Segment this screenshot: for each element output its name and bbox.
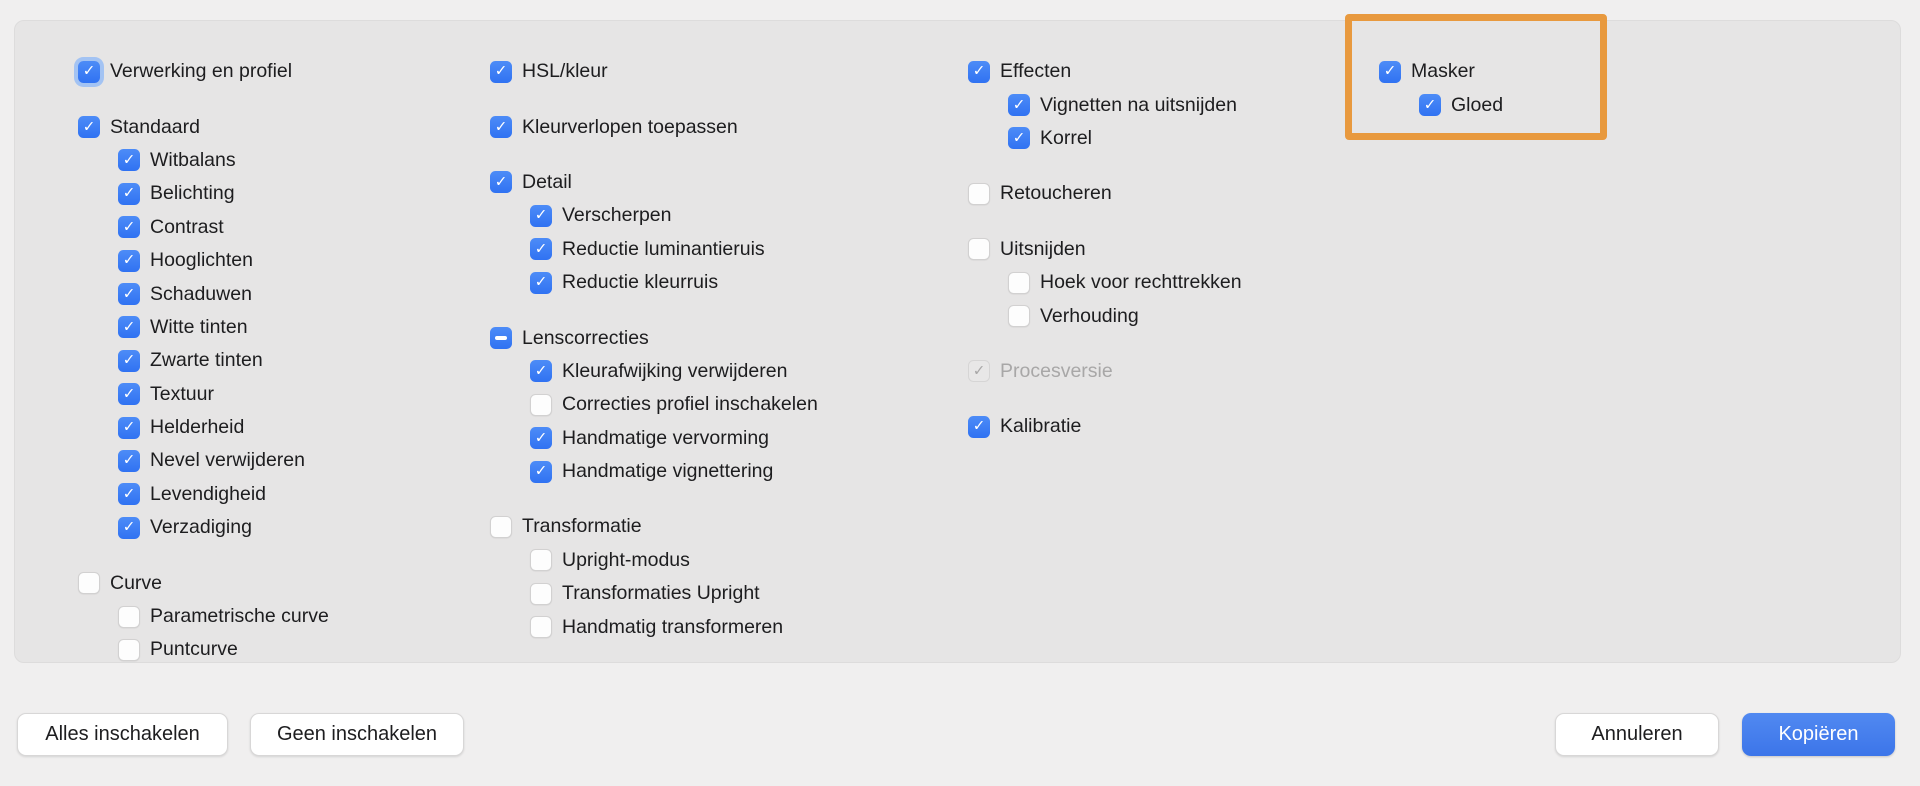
checkbox-label: Helderheid — [150, 416, 245, 439]
procesversie-checkbox — [968, 360, 990, 382]
checkbox-label: Lenscorrecties — [522, 326, 649, 349]
checkbox-row-uitsnijden[interactable] — [968, 233, 1242, 266]
check-icon: ✓ — [122, 217, 136, 236]
checkbox-label: Upright-modus — [562, 548, 690, 571]
column-color-detail — [490, 55, 818, 644]
checkbox-group — [78, 110, 329, 544]
enable-none-button[interactable]: Geen inschakelen — [250, 713, 464, 756]
checkbox-row-verhouding[interactable] — [968, 299, 1242, 332]
check-icon: ✓ — [122, 183, 136, 202]
checkbox-row-lenscorrecties[interactable] — [490, 321, 818, 354]
witbalans-checkbox[interactable] — [118, 149, 140, 171]
uitsnijden-checkbox[interactable] — [968, 238, 990, 260]
checkbox-group — [968, 177, 1242, 210]
checkbox-label: Reductie kleurruis — [562, 271, 719, 294]
checkbox-row-effecten[interactable] — [968, 55, 1242, 88]
checkbox-row-upright-modus[interactable] — [490, 544, 818, 577]
hoek-voor-rechttrekken-checkbox[interactable] — [1008, 272, 1030, 294]
checkbox-label: Reductie luminantieruis — [562, 237, 765, 260]
detail-checkbox[interactable] — [490, 171, 512, 193]
check-icon: ✓ — [122, 517, 136, 536]
puntcurve-checkbox[interactable] — [118, 639, 140, 661]
transformatie-checkbox[interactable] — [490, 516, 512, 538]
checkbox-row-hooglichten[interactable] — [78, 244, 329, 277]
checkbox-row-verwerking-en-profiel[interactable] — [78, 55, 329, 88]
checkbox-row-witbalans[interactable] — [78, 144, 329, 177]
checkbox-group — [490, 110, 818, 143]
hooglichten-checkbox[interactable] — [118, 250, 140, 272]
retoucheren-checkbox[interactable] — [968, 183, 990, 205]
check-icon: ✓ — [122, 450, 136, 469]
checkbox-label: Kalibratie — [1000, 415, 1082, 438]
checkbox-label: Handmatige vignettering — [562, 460, 774, 483]
checkbox-label: Gloed — [1451, 93, 1504, 116]
checkbox-row-puntcurve[interactable] — [78, 633, 329, 666]
textuur-checkbox[interactable] — [118, 383, 140, 405]
checkbox-row-kleurverlopen-toepassen[interactable] — [490, 110, 818, 143]
check-icon: ✓ — [534, 361, 548, 380]
check-icon: ✓ — [534, 239, 548, 258]
verwerking-en-profiel-checkbox[interactable] — [78, 61, 100, 83]
upright-modus-checkbox[interactable] — [530, 549, 552, 571]
parametrische-curve-checkbox[interactable] — [118, 606, 140, 628]
check-icon: ✓ — [494, 172, 508, 191]
checkbox-row-reductie-luminantieruis[interactable] — [490, 233, 818, 266]
checkbox-row-transformatie[interactable] — [490, 510, 818, 543]
checkbox-row-witte-tinten[interactable] — [78, 311, 329, 344]
copy-button[interactable]: Kopiëren — [1742, 713, 1895, 756]
checkbox-label: Kleurafwijking verwijderen — [562, 359, 788, 382]
checkbox-label: Witte tinten — [150, 315, 248, 338]
checkbox-label: Hooglichten — [150, 249, 253, 272]
checkbox-row-parametrische-curve[interactable] — [78, 600, 329, 633]
checkbox-row-belichting[interactable] — [78, 177, 329, 210]
checkbox-group — [490, 321, 818, 488]
check-icon: ✓ — [82, 117, 96, 136]
transformaties-upright-checkbox[interactable] — [530, 583, 552, 605]
check-icon: ✓ — [494, 61, 508, 80]
checkbox-row-kalibratie[interactable] — [968, 410, 1242, 443]
checkbox-label: Witbalans — [150, 148, 236, 171]
checkbox-label: Handmatig transformeren — [562, 615, 784, 638]
checkbox-row-schaduwen[interactable] — [78, 277, 329, 310]
levendigheid-checkbox[interactable] — [118, 483, 140, 505]
verzadiging-checkbox[interactable] — [118, 517, 140, 539]
checkbox-label: Standaard — [110, 115, 200, 138]
checkbox-row-retoucheren[interactable] — [968, 177, 1242, 210]
checkbox-row-gloed[interactable] — [1379, 88, 1503, 121]
column-mask — [1379, 55, 1503, 122]
checkbox-label: Puntcurve — [150, 638, 238, 661]
checkbox-label: Contrast — [150, 215, 224, 238]
check-icon: ✓ — [122, 284, 136, 303]
check-icon: ✓ — [122, 484, 136, 503]
check-icon: ✓ — [122, 384, 136, 403]
checkbox-label: Schaduwen — [150, 282, 252, 305]
checkbox-label: Verhouding — [1040, 304, 1139, 327]
column-effects — [968, 55, 1242, 444]
check-icon: ✓ — [1423, 95, 1437, 114]
checkbox-row-handmatige-vignettering[interactable] — [490, 455, 818, 488]
checkbox-row-procesversie — [968, 355, 1242, 388]
checkbox-group — [490, 55, 818, 88]
checkbox-label: Korrel — [1040, 126, 1093, 149]
verscherpen-checkbox[interactable] — [530, 205, 552, 227]
nevel-verwijderen-checkbox[interactable] — [118, 450, 140, 472]
checkbox-label: HSL/kleur — [522, 60, 608, 83]
check-icon: ✓ — [122, 317, 136, 336]
kleurverlopen-toepassen-checkbox[interactable] — [490, 116, 512, 138]
column-basic — [78, 55, 329, 667]
checkbox-row-correcties-profiel-inschakelen[interactable] — [490, 388, 818, 421]
checkbox-row-verzadiging[interactable] — [78, 511, 329, 544]
checkbox-label: Levendigheid — [150, 482, 267, 505]
checkbox-row-handmatig-transformeren[interactable] — [490, 610, 818, 643]
checkbox-label: Textuur — [150, 382, 214, 405]
checkbox-label: Hoek voor rechttrekken — [1040, 271, 1242, 294]
checkbox-label: Zwarte tinten — [150, 349, 263, 372]
korrel-checkbox[interactable] — [1008, 127, 1030, 149]
checkbox-row-masker[interactable] — [1379, 55, 1503, 88]
check-icon: ✓ — [122, 417, 136, 436]
checkbox-label: Handmatige vervorming — [562, 426, 770, 449]
handmatige-vignettering-checkbox[interactable] — [530, 461, 552, 483]
check-icon: ✓ — [122, 250, 136, 269]
checkbox-label: Effecten — [1000, 60, 1072, 83]
checkbox-group — [968, 410, 1242, 443]
gloed-checkbox[interactable] — [1419, 94, 1441, 116]
checkbox-row-hoek-voor-rechttrekken[interactable] — [968, 266, 1242, 299]
checkbox-label: Verwerking en profiel — [110, 60, 293, 83]
check-icon: ✓ — [534, 205, 548, 224]
checkbox-row-contrast[interactable] — [78, 211, 329, 244]
checkbox-row-levendigheid[interactable] — [78, 478, 329, 511]
check-icon: ✓ — [972, 361, 986, 380]
zwarte-tinten-checkbox[interactable] — [118, 350, 140, 372]
check-icon: ✓ — [1012, 128, 1026, 147]
checkbox-group — [78, 55, 329, 88]
hsl-kleur-checkbox[interactable] — [490, 61, 512, 83]
checkbox-row-verscherpen[interactable] — [490, 199, 818, 232]
contrast-checkbox[interactable] — [118, 216, 140, 238]
kleurafwijking-verwijderen-checkbox[interactable] — [530, 360, 552, 382]
check-icon: ✓ — [534, 428, 548, 447]
checkbox-label: Correcties profiel inschakelen — [562, 393, 818, 416]
checkbox-label: Procesversie — [1000, 359, 1113, 382]
vignetten-na-uitsnijden-checkbox[interactable] — [1008, 94, 1030, 116]
checkbox-label: Nevel verwijderen — [150, 449, 305, 472]
checkbox-row-transformaties-upright[interactable] — [490, 577, 818, 610]
check-icon: ✓ — [534, 461, 548, 480]
checkbox-row-helderheid[interactable] — [78, 411, 329, 444]
checkbox-row-handmatige-vervorming[interactable] — [490, 422, 818, 455]
checkbox-label: Belichting — [150, 182, 235, 205]
checkbox-label: Parametrische curve — [150, 605, 329, 628]
checkbox-label: Detail — [522, 170, 572, 193]
standaard-checkbox[interactable] — [78, 116, 100, 138]
check-icon: ✓ — [1012, 95, 1026, 114]
checkbox-group — [968, 233, 1242, 333]
checkbox-group — [1379, 55, 1503, 122]
checkbox-label: Kleurverlopen toepassen — [522, 115, 738, 138]
checkbox-label: Transformatie — [522, 515, 642, 538]
checkbox-label: Verscherpen — [562, 204, 672, 227]
curve-checkbox[interactable] — [78, 572, 100, 594]
check-icon: ✓ — [494, 117, 508, 136]
correcties-profiel-inschakelen-checkbox[interactable] — [530, 394, 552, 416]
checkbox-row-nevel-verwijderen[interactable] — [78, 444, 329, 477]
check-icon: ✓ — [972, 61, 986, 80]
check-icon: ✓ — [122, 350, 136, 369]
cancel-button[interactable]: Annuleren — [1555, 713, 1719, 756]
checkbox-row-vignetten-na-uitsnijden[interactable] — [968, 88, 1242, 121]
checkbox-row-korrel[interactable] — [968, 122, 1242, 155]
checkbox-group — [78, 566, 329, 666]
schaduwen-checkbox[interactable] — [118, 283, 140, 305]
checkbox-row-standaard[interactable] — [78, 110, 329, 143]
checkbox-group — [968, 355, 1242, 388]
handmatig-transformeren-checkbox[interactable] — [530, 616, 552, 638]
check-icon: ✓ — [82, 61, 96, 80]
checkbox-label: Transformaties Upright — [562, 582, 760, 605]
checkbox-label: Retoucheren — [1000, 182, 1112, 205]
check-icon: ✓ — [534, 272, 548, 291]
mixed-state-dash-icon — [495, 336, 507, 340]
belichting-checkbox[interactable] — [118, 183, 140, 205]
checkbox-group — [968, 55, 1242, 155]
kalibratie-checkbox[interactable] — [968, 416, 990, 438]
checkbox-row-detail[interactable] — [490, 166, 818, 199]
checkbox-label: Masker — [1411, 60, 1475, 83]
checkbox-label: Uitsnijden — [1000, 237, 1086, 260]
checkbox-group — [490, 510, 818, 644]
checkbox-row-curve[interactable] — [78, 566, 329, 599]
checkbox-row-zwarte-tinten[interactable] — [78, 344, 329, 377]
checkbox-row-reductie-kleurruis[interactable] — [490, 266, 818, 299]
check-icon: ✓ — [972, 416, 986, 435]
reductie-kleurruis-checkbox[interactable] — [530, 272, 552, 294]
effecten-checkbox[interactable] — [968, 61, 990, 83]
checkbox-row-kleurafwijking-verwijderen[interactable] — [490, 355, 818, 388]
reductie-luminantieruis-checkbox[interactable] — [530, 238, 552, 260]
checkbox-label: Verzadiging — [150, 516, 252, 539]
witte-tinten-checkbox[interactable] — [118, 316, 140, 338]
handmatige-vervorming-checkbox[interactable] — [530, 427, 552, 449]
enable-all-button[interactable]: Alles inschakelen — [17, 713, 228, 756]
check-icon: ✓ — [122, 150, 136, 169]
checkbox-row-hsl-kleur[interactable] — [490, 55, 818, 88]
settings-panel — [14, 20, 1901, 663]
checkbox-row-textuur[interactable] — [78, 378, 329, 411]
checkbox-label: Vignetten na uitsnijden — [1040, 93, 1237, 116]
checkbox-label: Curve — [110, 571, 163, 594]
check-icon: ✓ — [1383, 61, 1397, 80]
helderheid-checkbox[interactable] — [118, 417, 140, 439]
checkbox-group — [490, 166, 818, 300]
lenscorrecties-checkbox[interactable] — [490, 327, 512, 349]
masker-checkbox[interactable] — [1379, 61, 1401, 83]
verhouding-checkbox[interactable] — [1008, 305, 1030, 327]
